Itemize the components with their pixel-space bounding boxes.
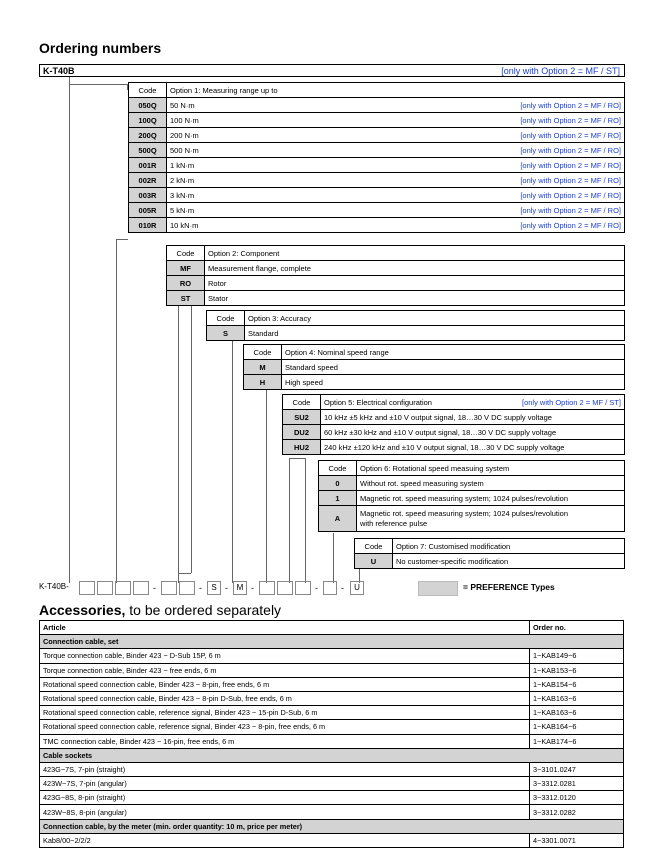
table-cell: 10 kHz ±5 kHz and ±10 V output signal, 18…30 V DC supply voltage xyxy=(321,410,625,425)
code-box[interactable] xyxy=(97,581,113,595)
option-code-cell: Code xyxy=(207,311,245,326)
table-cell: Kab8/00−2/2/2 xyxy=(40,833,530,847)
option-code-cell: 0 xyxy=(319,476,357,491)
option-code-cell: Code xyxy=(244,345,282,360)
table-cell: 1−KAB153−6 xyxy=(530,663,624,677)
table-cell: 1−KAB154−6 xyxy=(530,677,624,691)
table-row xyxy=(207,311,625,326)
table-cell: Standard speed xyxy=(282,360,625,375)
table-cell: TMC connection cable, Binder 423 − 16-pin, free ends, 6 m xyxy=(40,734,530,748)
code-box[interactable] xyxy=(133,581,149,595)
table-row xyxy=(40,649,624,663)
option-code-cell: 200Q xyxy=(129,128,167,143)
table-row xyxy=(40,691,624,705)
code-box-s[interactable]: S xyxy=(207,581,221,595)
table-cell: Rotational speed connection cable, Binder 423 − 8-pin, free ends, 6 m xyxy=(40,677,530,691)
table-row xyxy=(40,677,624,691)
option5-table xyxy=(282,394,625,455)
option-code-cell: Code xyxy=(167,246,205,261)
option-row xyxy=(283,440,625,455)
option-row xyxy=(129,218,625,233)
code-box[interactable] xyxy=(277,581,293,595)
option-row xyxy=(319,491,625,506)
table-row xyxy=(40,706,624,720)
table-cell: 1−KAB149−6 xyxy=(530,649,624,663)
table-cell: Option 3: Accuracy xyxy=(245,311,625,326)
option-code-cell: 005R xyxy=(129,203,167,218)
option7-table xyxy=(354,538,625,569)
option-code-cell: S xyxy=(207,326,245,341)
table-cell: 1−KAB174−6 xyxy=(530,734,624,748)
table-cell: Rotor xyxy=(205,276,625,291)
code-box[interactable] xyxy=(295,581,311,595)
table-cell: Option 6: Rotational speed measuing system xyxy=(357,461,625,476)
option-row xyxy=(244,360,625,375)
table-cell: 1 kN·m [only with Option 2 = MF / RO] xyxy=(167,158,625,173)
table-cell: Rotational speed connection cable, Binder 423 − 8-pin D-Sub, free ends, 6 m xyxy=(40,691,530,705)
table-cell: 50 N·m [only with Option 2 = MF / RO] xyxy=(167,98,625,113)
table-row xyxy=(283,395,625,410)
table-cell: Order no. xyxy=(530,621,624,635)
table-cell: 60 kHz ±30 kHz and ±10 V output signal, 18…30 V DC supply voltage xyxy=(321,425,625,440)
product-code: K-T40B xyxy=(43,66,75,76)
table-cell: 1−KAB163−6 xyxy=(530,691,624,705)
table-row xyxy=(40,663,624,677)
option-code-cell: M xyxy=(244,360,282,375)
table-row xyxy=(40,805,624,819)
table-row xyxy=(40,819,624,833)
code-box-u[interactable]: U xyxy=(350,581,364,595)
option-row xyxy=(244,375,625,390)
preference-label: = PREFERENCE Types xyxy=(463,582,555,592)
table-cell: Without rot. speed measuring system xyxy=(357,476,625,491)
table-cell: Option 7: Customised modification xyxy=(393,539,625,554)
table-row xyxy=(40,748,624,762)
option-code-cell: 001R xyxy=(129,158,167,173)
option-code-cell: HU2 xyxy=(283,440,321,455)
table-cell: 2 kN·m [only with Option 2 = MF / RO] xyxy=(167,173,625,188)
table-cell: 500 N·m [only with Option 2 = MF / RO] xyxy=(167,143,625,158)
option-code-cell: SU2 xyxy=(283,410,321,425)
table-row xyxy=(40,720,624,734)
option-code-cell: Code xyxy=(283,395,321,410)
table-cell: High speed xyxy=(282,375,625,390)
option-code-cell: 050Q xyxy=(129,98,167,113)
option-row xyxy=(319,506,625,532)
table-cell: 423W−8S, 8-pin (angular) xyxy=(40,805,530,819)
table-cell: 100 N·m [only with Option 2 = MF / RO] xyxy=(167,113,625,128)
table-row xyxy=(40,734,624,748)
option-row xyxy=(283,425,625,440)
option-row xyxy=(129,128,625,143)
option-row xyxy=(129,113,625,128)
table-cell: 200 N·m [only with Option 2 = MF / RO] xyxy=(167,128,625,143)
page-title: Ordering numbers xyxy=(39,40,162,56)
table-cell: 10 kN·m [only with Option 2 = MF / RO] xyxy=(167,218,625,233)
option-code-cell: 003R xyxy=(129,188,167,203)
table-row xyxy=(40,791,624,805)
code-box[interactable] xyxy=(161,581,177,595)
option-row xyxy=(129,143,625,158)
accessories-table xyxy=(39,620,624,848)
option-code-cell: 002R xyxy=(129,173,167,188)
table-cell: No customer-specific modification xyxy=(393,554,625,569)
option-row xyxy=(167,276,625,291)
table-cell: Magnetic rot. speed measuring system; 1024 pulses/revolution with reference pulse xyxy=(357,506,625,532)
option-code-cell: ST xyxy=(167,291,205,306)
table-row xyxy=(355,539,625,554)
option-row xyxy=(283,410,625,425)
option6-table xyxy=(318,460,625,532)
product-note: [only with Option 2 = MF / ST] xyxy=(501,66,620,76)
table-cell: Option 5: Electrical configuration [only with Option 2 = MF / ST] xyxy=(321,395,625,410)
option-row xyxy=(355,554,625,569)
table-cell: Rotational speed connection cable, reference signal, Binder 423 − 8-pin, free ends, 6 m xyxy=(40,720,530,734)
table-cell: Standard xyxy=(245,326,625,341)
table-cell: Option 4: Nominal speed range xyxy=(282,345,625,360)
option-row xyxy=(129,188,625,203)
table-cell: Stator xyxy=(205,291,625,306)
table-cell: Option 2: Component xyxy=(205,246,625,261)
table-cell: Article xyxy=(40,621,530,635)
table-cell: Measurement flange, complete xyxy=(205,261,625,276)
table-cell: Magnetic rot. speed measuring system; 1024 pulses/revolution xyxy=(357,491,625,506)
table-cell: Torque connection cable, Binder 423 − D-Sub 15P, 6 m xyxy=(40,649,530,663)
option-row xyxy=(207,326,625,341)
table-row xyxy=(40,621,624,635)
option-code-cell: H xyxy=(244,375,282,390)
table-row xyxy=(40,762,624,776)
option-code-cell: DU2 xyxy=(283,425,321,440)
order-code-prefix: K-T40B- xyxy=(39,582,69,591)
option-code-cell: 100Q xyxy=(129,113,167,128)
code-box[interactable] xyxy=(79,581,95,595)
option-row xyxy=(129,203,625,218)
code-box[interactable] xyxy=(259,581,275,595)
option-code-cell: 500Q xyxy=(129,143,167,158)
option-code-cell: 1 xyxy=(319,491,357,506)
option-code-cell: U xyxy=(355,554,393,569)
option1-table xyxy=(128,82,625,233)
table-cell: Torque connection cable, Binder 423 − free ends, 6 m xyxy=(40,663,530,677)
option-row xyxy=(129,98,625,113)
option-code-cell: Code xyxy=(319,461,357,476)
table-cell: Connection cable, set xyxy=(40,635,624,649)
table-row xyxy=(40,833,624,847)
table-cell: Connection cable, by the meter (min. order quantity: 10 m, price per meter) xyxy=(40,819,624,833)
table-cell: 1−KAB164−6 xyxy=(530,720,624,734)
table-cell: 3 kN·m [only with Option 2 = MF / RO] xyxy=(167,188,625,203)
option-code-cell: A xyxy=(319,506,357,532)
option-code-cell: Code xyxy=(355,539,393,554)
table-row xyxy=(40,635,624,649)
option4-table xyxy=(243,344,625,390)
product-bar xyxy=(39,64,625,77)
table-cell: 423G−7S, 7-pin (straight) xyxy=(40,762,530,776)
code-box[interactable] xyxy=(115,581,131,595)
table-cell: 423G−8S, 8-pin (straight) xyxy=(40,791,530,805)
option-code-cell: 010R xyxy=(129,218,167,233)
option2-table xyxy=(166,245,625,306)
table-cell: 3−3312.0282 xyxy=(530,805,624,819)
table-cell: 5 kN·m [only with Option 2 = MF / RO] xyxy=(167,203,625,218)
option-row xyxy=(319,476,625,491)
code-box[interactable] xyxy=(323,581,337,595)
code-box[interactable] xyxy=(179,581,195,595)
table-cell: 3−3312.0281 xyxy=(530,777,624,791)
code-box-m[interactable]: M xyxy=(233,581,247,595)
table-cell: Option 1: Measuring range up to xyxy=(167,83,625,98)
option3-table xyxy=(206,310,625,341)
table-cell: 3−3312.0120 xyxy=(530,791,624,805)
option-code-cell: MF xyxy=(167,261,205,276)
table-cell: Rotational speed connection cable, reference signal, Binder 423 − 15-pin D-Sub, 6 m xyxy=(40,706,530,720)
option-code-cell: Code xyxy=(129,83,167,98)
table-row xyxy=(319,461,625,476)
preference-swatch xyxy=(418,581,458,596)
table-cell: Cable sockets xyxy=(40,748,624,762)
option-row xyxy=(167,261,625,276)
table-cell: 1−KAB163−6 xyxy=(530,706,624,720)
table-row xyxy=(167,246,625,261)
option-row xyxy=(129,173,625,188)
option-row xyxy=(129,158,625,173)
table-row xyxy=(40,777,624,791)
option-row xyxy=(167,291,625,306)
accessories-title: Accessories, to be ordered separately xyxy=(39,602,282,618)
table-row xyxy=(129,83,625,98)
table-cell: 240 kHz ±120 kHz and ±10 V output signal, 18…30 V DC supply voltage xyxy=(321,440,625,455)
table-cell: 4−3301.0071 xyxy=(530,833,624,847)
table-cell: 3−3101.0247 xyxy=(530,762,624,776)
table-cell: 423W−7S, 7-pin (angular) xyxy=(40,777,530,791)
option-code-cell: RO xyxy=(167,276,205,291)
table-row xyxy=(244,345,625,360)
